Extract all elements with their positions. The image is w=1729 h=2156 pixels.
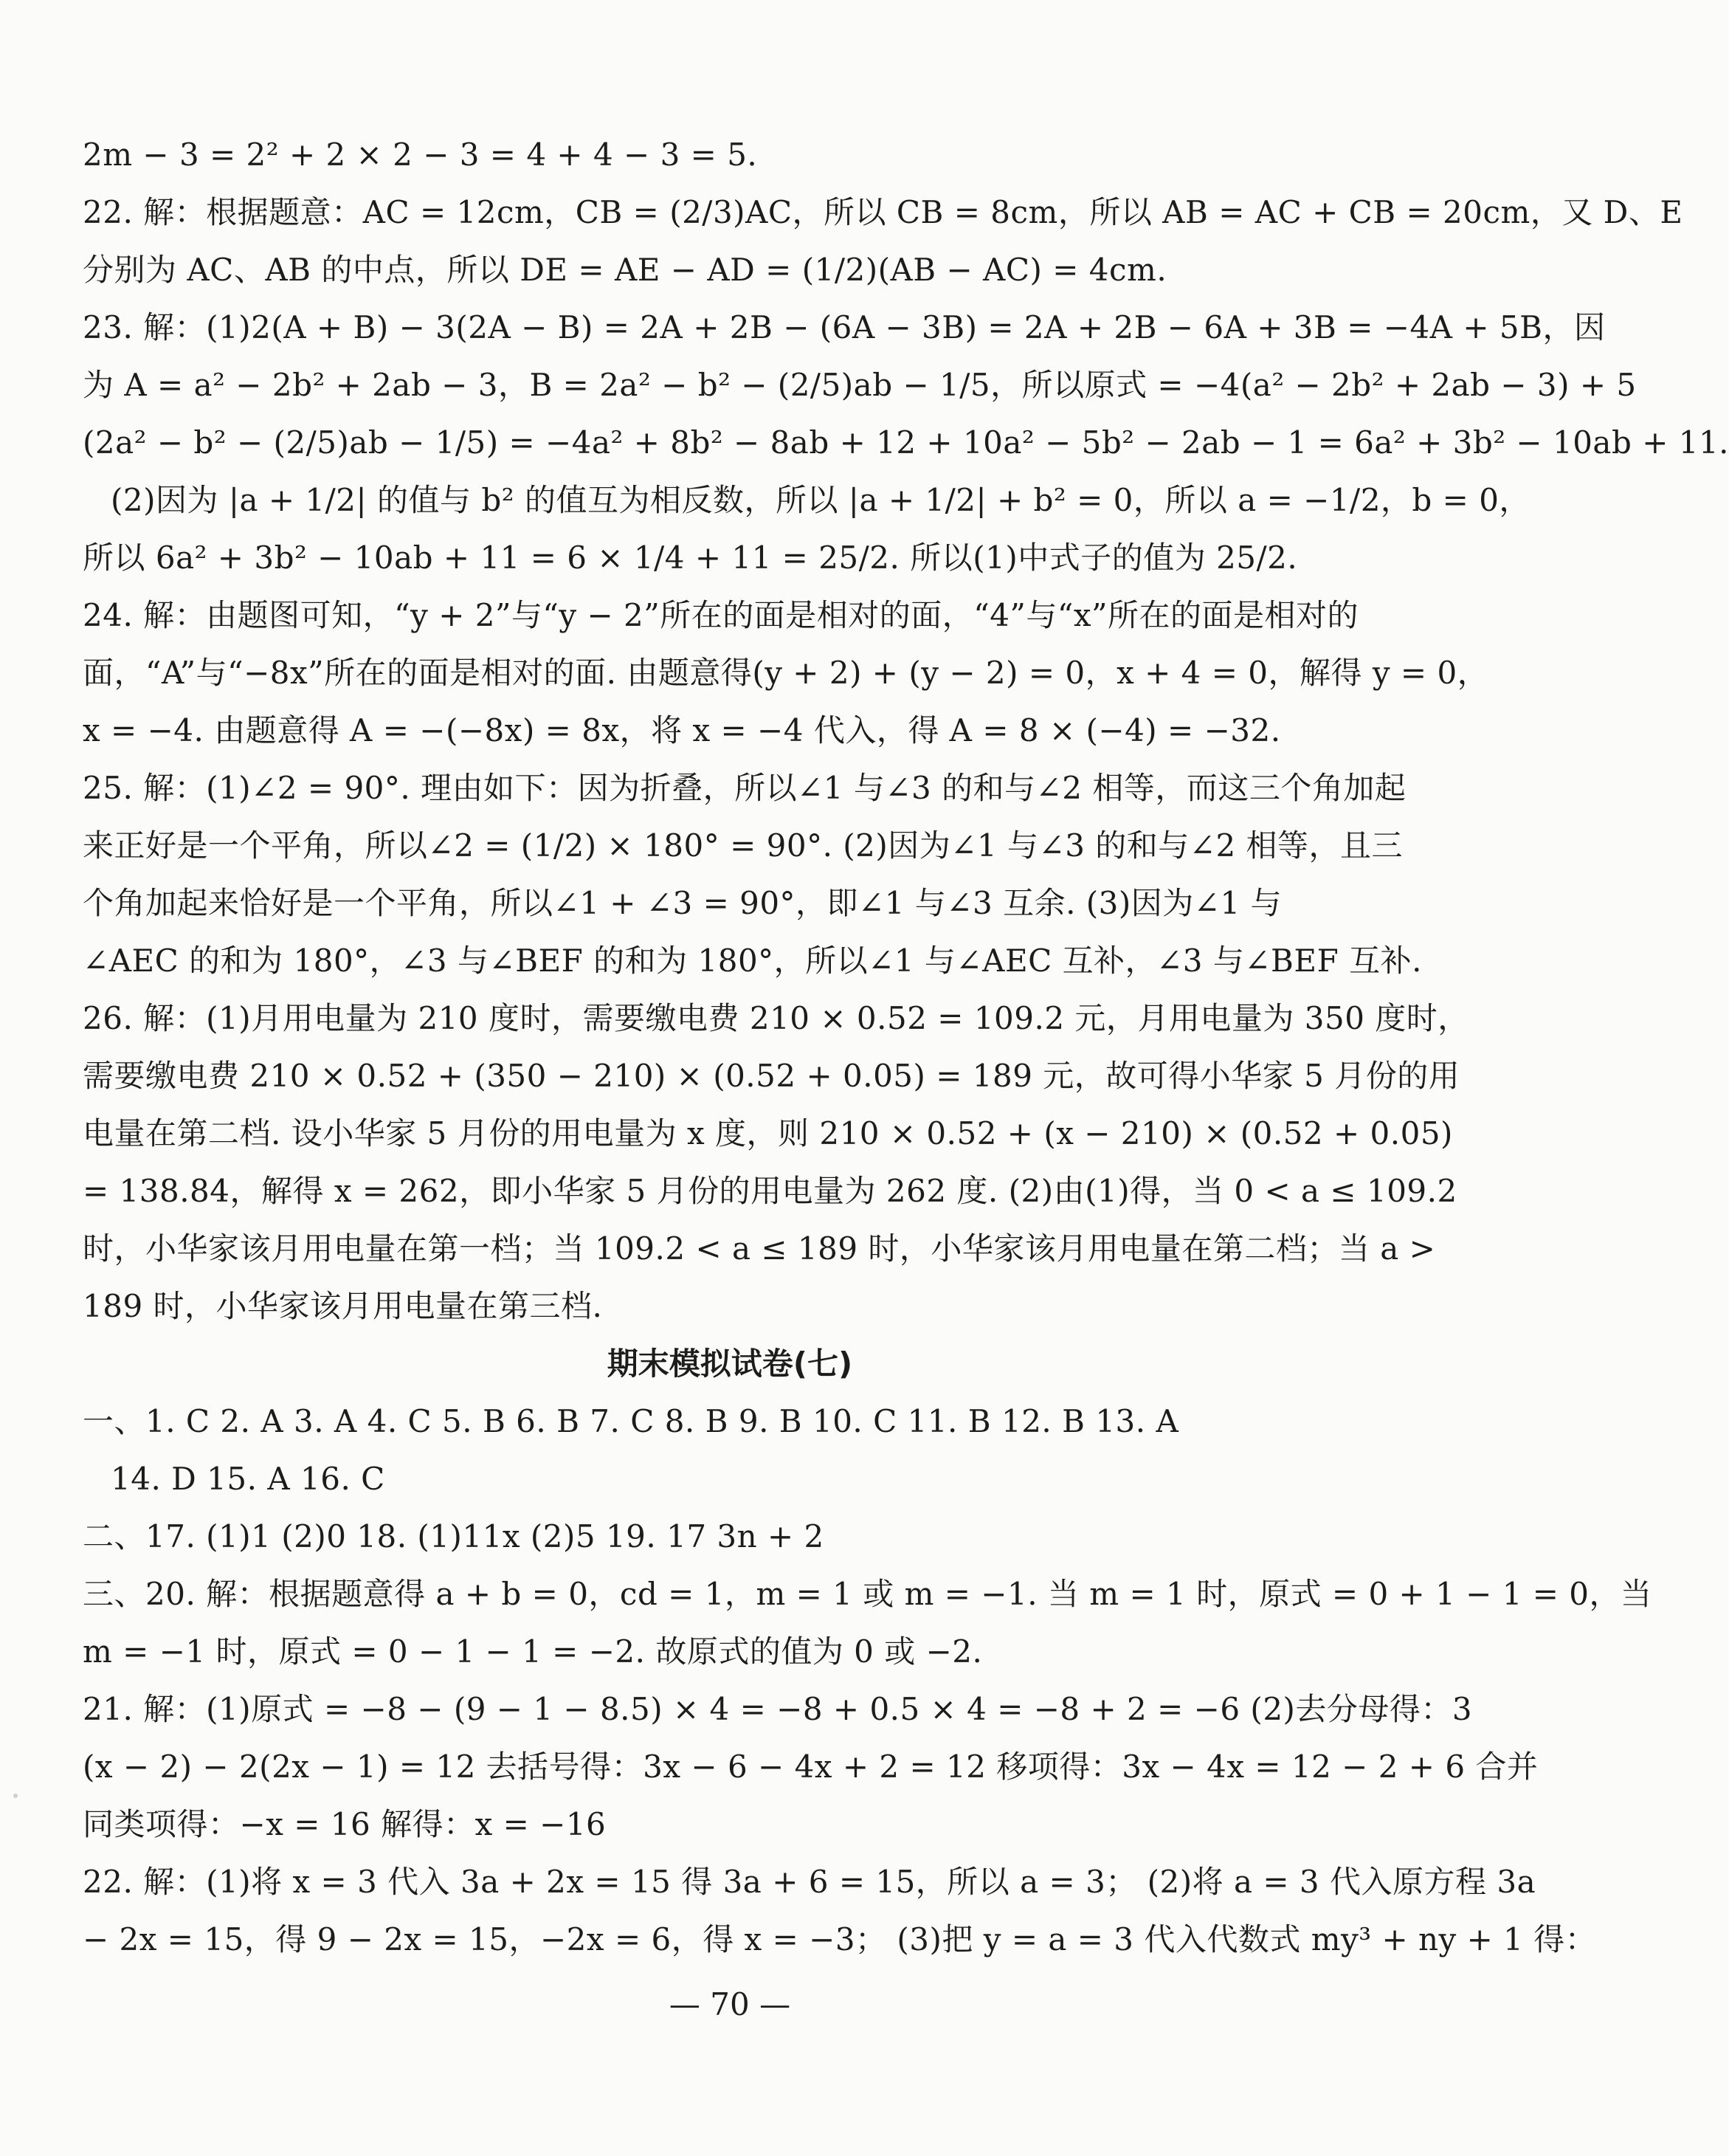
text-line: 面，“A”与“−8x”所在的面是相对的面. 由题意得(y + 2) + (y − 2) = 0，x + 4 = 0，解得 y = 0，	[83, 655, 1489, 691]
text-line: 189 时，小华家该月用电量在第三档.	[83, 1288, 603, 1324]
text-line: (2a² − b² − (2/5)ab − 1/5) = −4a² + 8b² − 8ab + 12 + 10a² − 5b² − 2ab − 1 = 6a² + 3b² − 10ab + 11.	[83, 424, 1729, 461]
text-line: 个角加起来恰好是一个平角，所以∠1 + ∠3 = 90°，即∠1 与∠3 互余. (3)因为∠1 与	[83, 885, 1283, 921]
answer-line: − 2x = 15，得 9 − 2x = 15，−2x = 6，得 x = −3； (3)把 y = a = 3 代入代数式 my³ + ny + 1 得：	[83, 1921, 1597, 1957]
text-line: 23. 解：(1)2(A + B) − 3(2A − B) = 2A + 2B − (6A − 3B) = 2A + 2B − 6A + 3B = −4A + 5B，因	[83, 309, 1606, 345]
text-line: 2m − 3 = 2² + 2 × 2 − 3 = 4 + 4 − 3 = 5.	[83, 137, 758, 173]
answer-line: 14. D 15. A 16. C	[111, 1461, 385, 1497]
text-line: 25. 解：(1)∠2 = 90°. 理由如下：因为折叠，所以∠1 与∠3 的和与∠2 相等，而这三个角加起	[83, 770, 1407, 806]
text-line: 需要缴电费 210 × 0.52 + (350 − 210) × (0.52 + 0.05) = 189 元，故可得小华家 5 月份的用	[83, 1058, 1460, 1094]
text-line: 为 A = a² − 2b² + 2ab − 3，B = 2a² − b² − (2/5)ab − 1/5，所以原式 = −4(a² − 2b² + 2ab − 3) + 5	[83, 367, 1637, 403]
answer-line: 21. 解：(1)原式 = −8 − (9 − 1 − 8.5) × 4 = −8 + 0.5 × 4 = −8 + 2 = −6 (2)去分母得：3	[83, 1691, 1473, 1727]
text-line: 分别为 AC、AB 的中点，所以 DE = AE − AD = (1/2)(AB − AC) = 4cm.	[83, 252, 1167, 288]
scan-speck	[13, 1794, 18, 1798]
text-line: 来正好是一个平角，所以∠2 = (1/2) × 180° = 90°. (2)因为∠1 与∠3 的和与∠2 相等，且三	[83, 827, 1404, 864]
answer-line: m = −1 时，原式 = 0 − 1 − 1 = −2. 故原式的值为 0 或 −2.	[83, 1633, 983, 1670]
section-title: 期末模拟试卷(七)	[607, 1346, 853, 1382]
page-number: — 70 —	[669, 1986, 791, 2022]
text-line: ∠AEC 的和为 180°，∠3 与∠BEF 的和为 180°，所以∠1 与∠AEC 互补，∠3 与∠BEF 互补.	[83, 943, 1422, 979]
answer-line: 二、17. (1)1 (2)0 18. (1)11x (2)5 19. 17 3n + 2	[83, 1518, 824, 1554]
text-line: 22. 解：根据题意：AC = 12cm，CB = (2/3)AC，所以 CB = 8cm，所以 AB = AC + CB = 20cm，又 D、E	[83, 194, 1683, 230]
text-line: (2)因为 |a + 1/2| 的值与 b² 的值互为相反数，所以 |a + 1/2| + b² = 0，所以 a = −1/2，b = 0，	[111, 482, 1530, 518]
text-line: 26. 解：(1)月用电量为 210 度时，需要缴电费 210 × 0.52 = 109.2 元，月用电量为 350 度时，	[83, 1000, 1469, 1036]
answer-line: 22. 解：(1)将 x = 3 代入 3a + 2x = 15 得 3a + 6 = 15，所以 a = 3； (2)将 a = 3 代入原方程 3a	[83, 1864, 1536, 1900]
text-line: x = −4. 由题意得 A = −(−8x) = 8x，将 x = −4 代入，得 A = 8 × (−4) = −32.	[83, 712, 1281, 748]
text-line: 24. 解：由题图可知，“y + 2”与“y − 2”所在的面是相对的面，“4”与“x”所在的面是相对的	[83, 597, 1359, 633]
answer-line: 三、20. 解：根据题意得 a + b = 0，cd = 1，m = 1 或 m = −1. 当 m = 1 时，原式 = 0 + 1 − 1 = 0，当	[83, 1576, 1652, 1612]
text-line: 电量在第二档. 设小华家 5 月份的用电量为 x 度，则 210 × 0.52 + (x − 210) × (0.52 + 0.05)	[83, 1115, 1453, 1151]
answer-line: (x − 2) − 2(2x − 1) = 12 去括号得：3x − 6 − 4x + 2 = 12 移项得：3x − 4x = 12 − 2 + 6 合并	[83, 1749, 1539, 1785]
text-line: 所以 6a² + 3b² − 10ab + 11 = 6 × 1/4 + 11 = 25/2. 所以(1)中式子的值为 25/2.	[83, 540, 1298, 576]
text-line: = 138.84，解得 x = 262，即小华家 5 月份的用电量为 262 度. (2)由(1)得，当 0 < a ≤ 109.2	[83, 1173, 1457, 1209]
answer-line: 一、1. C 2. A 3. A 4. C 5. B 6. B 7. C 8. B 9. B 10. C 11. B 12. B 13. A	[83, 1403, 1179, 1439]
answer-line: 同类项得：−x = 16 解得：x = −16	[83, 1806, 607, 1842]
text-line: 时，小华家该月用电量在第一档；当 109.2 < a ≤ 189 时，小华家该月用电量在第二档；当 a >	[83, 1230, 1436, 1267]
